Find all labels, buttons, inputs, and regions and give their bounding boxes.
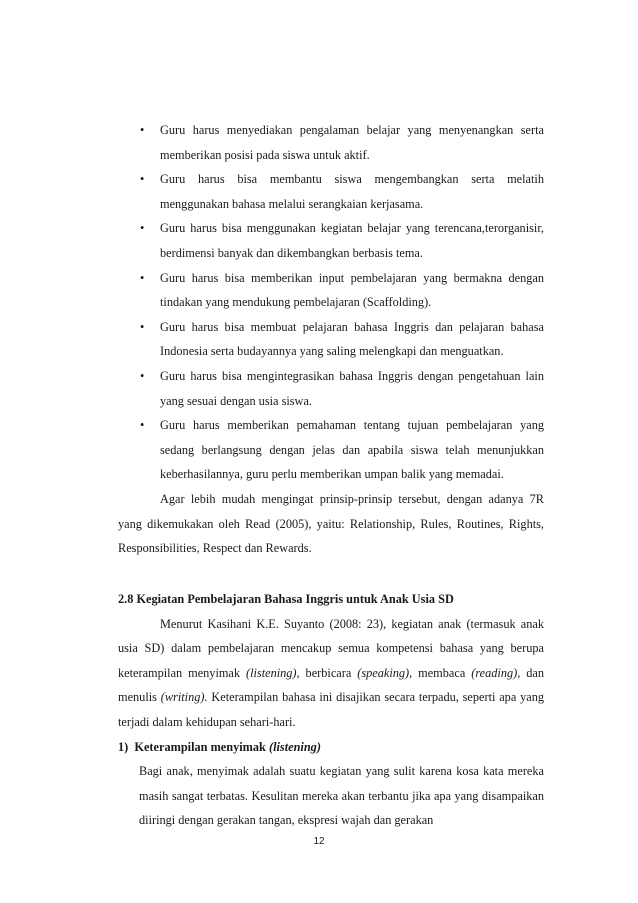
list-item-text: Guru harus bisa menggunakan kegiatan belajar yang terencana,terorganisir, berdimensi banyak dan dikembangkan berbasis tema. (160, 221, 544, 260)
paragraph-7r: Agar lebih mudah mengingat prinsip-prinsip tersebut, dengan adanya 7R yang dikemukakan oleh Read (2005), yaitu: Relationship, Rules, Routines, Rights, Responsibilities, Respect dan Rewards. (118, 492, 544, 556)
subheading-number: 1) (118, 739, 129, 754)
subheading-italic: (listening) (268, 739, 321, 754)
page-number: 12 (313, 836, 325, 847)
bullet-icon: • (140, 368, 145, 383)
list-item-text: Guru harus bisa membuat pelajaran bahasa Inggris dan pelajaran bahasa Indonesia serta budayannya yang saling melengkapi dan menguatkan. (160, 319, 544, 359)
subsection-paragraph: Bagi anak, menyimak adalah suatu kegiatan yang sulit karena kosa kata mereka masih sangat terbatas. Kesulitan mereka akan terbantu jika apa yang disampaikan diiringi dengan gerakan tangan, ekspresi wajah dan gerakan (139, 764, 544, 828)
bullet-icon: • (140, 172, 145, 187)
italic-term: (listening), (245, 665, 300, 680)
bullet-icon: • (140, 221, 145, 236)
bullet-icon: • (140, 319, 145, 334)
text-run: dan menulis (118, 665, 544, 705)
bullet-icon: • (140, 270, 145, 285)
list-item (118, 315, 544, 364)
bullet-icon: • (140, 123, 145, 137)
italic-term: (speaking), (357, 665, 413, 680)
list-item (118, 216, 544, 265)
list-item-text: Guru harus memberikan pemahaman tentang tujuan pembelajaran yang sedang berlangsung dengan jelas dan apabila siswa telah menunjukkan keberhasilannya, guru perlu memberikan umpan balik yang memadai. (160, 418, 544, 482)
italic-term: (reading), (471, 665, 521, 680)
paragraph-7r-block (118, 487, 544, 561)
section-block (118, 587, 544, 833)
section-paragraph (118, 612, 544, 735)
list-item-text: Guru harus menyediakan pengalaman belajar yang menyenangkan serta memberikan posisi pada siswa untuk aktif. (160, 123, 544, 162)
text-run: membaca (412, 665, 472, 680)
italic-term: (writing). (160, 690, 208, 705)
text-run: Menurut Kasihani K.E. Suyanto (2008: 23), kegiatan anak (termasuk anak usia SD) dalam pembelajaran mencakup semua kompetensi bahasa yang berupa keterampilan menyimak (118, 616, 544, 680)
list-item (118, 266, 544, 315)
list-item (118, 413, 544, 487)
list-item-text: Guru harus bisa mengintegrasikan bahasa Inggris dengan pengetahuan lain yang sesuai dengan usia siswa. (160, 368, 544, 408)
bullet-icon: • (140, 418, 145, 433)
text-run: berbicara (299, 665, 358, 680)
subheading-label: Keterampilan menyimak (134, 739, 266, 754)
list-item (118, 167, 544, 216)
section-heading: 2.8 Kegiatan Pembelajaran Bahasa Inggris untuk Anak Usia SD (118, 592, 454, 606)
list-item-text: Guru harus bisa memberikan input pembelajaran yang bermakna dengan tindakan yang mendukung pembelajaran (Scaffolding). (160, 270, 544, 310)
guru-principles-list (118, 118, 544, 487)
subheading (118, 735, 544, 760)
text-run: Keterampilan bahasa ini disajikan secara terpadu, seperti apa yang terjadi dalam kehidupan sehari-hari. (118, 690, 544, 729)
list-item-text: Guru harus bisa membantu siswa mengembangkan serta melatih menggunakan bahasa melalui serangkaian kerjasama. (160, 172, 544, 211)
list-item (118, 118, 544, 167)
list-item (118, 364, 544, 413)
